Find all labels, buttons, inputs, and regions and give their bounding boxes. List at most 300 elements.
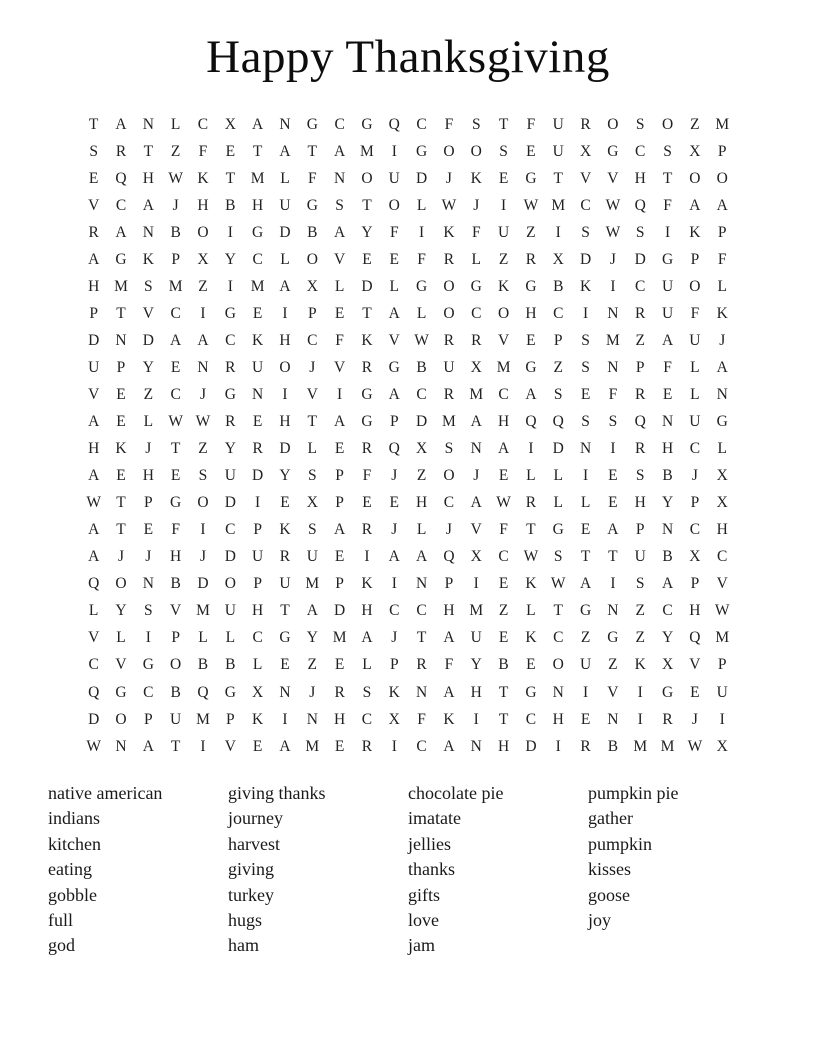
grid-cell: K [279,521,291,539]
grid-cell: I [664,223,671,241]
grid-cell: G [525,169,537,187]
grid-cell: I [227,277,233,295]
grid-cell: T [608,548,618,566]
grid-cell: U [689,331,701,349]
grid-cell: R [115,142,127,160]
grid-cell: W [86,494,101,512]
grid-cell: V [142,304,154,322]
grid-cell: V [716,575,728,593]
word-list-item: jellies [408,833,451,854]
grid-cell: F [389,223,399,241]
grid-cell: E [389,250,399,268]
grid-cell: V [334,250,346,268]
grid-cell: R [635,304,646,322]
grid-cell: E [334,656,345,674]
grid-cell: A [115,223,127,241]
grid-cell: G [416,277,428,295]
grid-cell: H [497,737,510,755]
grid-cell: F [307,169,317,187]
grid-cell: O [497,304,510,322]
grid-cell: A [88,413,100,431]
grid-cell: L [116,629,126,647]
grid-cell: F [499,521,508,539]
grid-cell: Z [198,277,208,295]
grid-cell: L [717,277,727,295]
grid-cell: P [389,656,399,674]
grid-cell: U [661,277,674,295]
grid-cell: X [716,494,728,512]
grid-cell: I [227,223,233,241]
grid-cell: O [279,358,291,376]
grid-cell: D [279,223,291,241]
grid-cell: T [116,494,126,512]
grid-cell: G [388,358,400,376]
grid-cell: I [555,223,561,241]
grid-cell: C [416,385,427,403]
grid-cell: E [334,304,345,322]
grid-cell: A [197,331,209,349]
word-list-item: goose [588,884,630,905]
grid-cell: M [606,331,620,349]
grid-cell: N [142,575,154,593]
grid-cell: M [715,115,730,133]
grid-cell: C [635,142,646,160]
grid-cell: M [469,602,484,620]
grid-cell: F [444,656,454,674]
grid-cell: I [200,304,206,322]
grid-cell: D [361,277,373,295]
grid-cell: S [553,385,563,403]
grid-cell: C [717,548,728,566]
grid-cell: Q [88,683,100,701]
grid-cell: K [525,575,537,593]
grid-cell: C [471,304,482,322]
word-list-item: love [408,910,439,931]
grid-cell: R [361,737,373,755]
grid-cell: R [525,250,537,268]
grid-cell: Y [661,629,674,647]
grid-cell: T [307,413,318,431]
grid-cell: V [607,169,619,187]
grid-cell: E [608,494,618,512]
grid-cell: E [170,467,181,485]
word-list-column [588,781,768,959]
grid-cell: V [497,331,510,349]
grid-cell: L [307,440,318,458]
grid-cell: U [279,196,291,214]
grid-cell: A [88,467,100,485]
grid-cell: E [389,494,399,512]
grid-cell: A [334,223,346,241]
grid-cell: L [198,629,208,647]
grid-cell: C [580,196,591,214]
grid-cell: G [224,683,236,701]
grid-cell: T [416,629,427,647]
grid-cell: M [496,358,511,376]
grid-cell: M [305,737,320,755]
grid-cell: Q [634,196,646,214]
grid-cell: U [170,710,182,728]
grid-cell: H [661,440,674,458]
grid-cell: O [115,710,127,728]
grid-cell: H [497,413,510,431]
grid-cell: G [552,521,564,539]
word-list-column [228,781,408,959]
grid-cell: C [416,737,427,755]
grid-cell: E [252,737,263,755]
grid-cell: X [579,142,592,160]
grid-cell: A [497,440,510,458]
grid-cell: N [579,440,592,458]
grid-cell: T [307,142,318,160]
grid-cell: E [334,548,345,566]
grid-cell: N [607,358,619,376]
grid-cell: P [553,331,563,349]
grid-cell: U [252,548,264,566]
grid-cell: Z [498,602,509,620]
grid-cell: I [610,277,616,295]
grid-cell: W [687,737,703,755]
grid-cell: G [716,413,728,431]
grid-cell: I [582,683,589,701]
grid-cell: I [255,494,261,512]
grid-row [80,111,736,138]
grid-cell: S [635,467,645,485]
grid-cell: O [689,277,701,295]
grid-cell: L [280,169,290,187]
grid-cell: L [389,277,399,295]
grid-cell: D [279,440,291,458]
grid-cell: P [144,710,153,728]
grid-cell: U [306,548,318,566]
grid-cell: L [334,277,345,295]
grid-cell: L [471,250,481,268]
grid-cell: T [225,169,236,187]
grid-cell: P [690,494,700,512]
grid-cell: G [416,142,428,160]
grid-cell: E [690,683,700,701]
grid-cell: A [525,385,537,403]
grid-cell: N [607,710,619,728]
grid-cell: H [88,277,100,295]
grid-cell: C [498,385,509,403]
grid-cell: V [224,737,236,755]
grid-cell: D [224,494,236,512]
grid-cell: P [144,494,153,512]
word-list-item: imatate [408,808,461,829]
grid-cell: I [555,737,561,755]
grid-cell: Z [498,250,509,268]
grid-cell: L [416,196,427,214]
word-search-grid [80,111,736,760]
grid-cell: G [306,196,318,214]
grid-cell: H [552,710,564,728]
grid-cell: O [170,656,182,674]
grid-cell: P [717,656,727,674]
grid-row [80,381,736,408]
grid-cell: G [470,277,482,295]
grid-row [80,598,736,625]
grid-cell: X [470,358,482,376]
grid-cell: L [580,494,591,512]
grid-cell: C [553,304,564,322]
grid-cell: F [417,710,426,728]
grid-cell: I [391,575,397,593]
grid-cell: V [170,602,182,620]
grid-cell: N [607,602,619,620]
grid-cell: K [443,710,455,728]
grid-cell: P [635,521,645,539]
grid-cell: E [526,142,536,160]
word-list-item: pumpkin [588,833,653,854]
grid-cell: M [114,277,128,295]
grid-cell: A [334,521,346,539]
grid-cell: G [525,277,537,295]
grid-cell: Y [661,494,674,512]
grid-cell: C [389,602,400,620]
grid-row [80,733,736,760]
grid-cell: A [579,575,592,593]
grid-cell: J [172,196,179,214]
grid-cell: K [115,440,127,458]
grid-cell: G [279,629,291,647]
grid-cell: Y [470,656,482,674]
grid-cell: V [306,385,318,403]
grid-cell: N [470,440,482,458]
grid-cell: S [635,115,645,133]
grid-cell: P [690,575,700,593]
grid-cell: M [332,629,347,647]
grid-cell: R [225,413,236,431]
grid-cell: S [553,548,563,566]
grid-cell: T [498,683,509,701]
word-list-item: gather [588,808,633,829]
grid-cell: N [279,683,291,701]
grid-cell: Z [307,656,318,674]
grid-cell: G [115,683,127,701]
grid-cell: C [689,440,701,458]
grid-cell: F [608,385,618,403]
grid-cell: G [115,250,127,268]
grid-cell: T [252,142,263,160]
grid-cell: D [416,413,428,431]
grid-cell: T [280,602,290,620]
grid-cell: O [443,142,455,160]
grid-cell: L [225,629,236,647]
grid-cell: Y [306,629,318,647]
grid-cell: J [391,467,398,485]
grid-cell: I [610,575,616,593]
grid-cell: U [443,358,455,376]
grid-cell: M [469,385,484,403]
grid-cell: C [170,385,181,403]
grid-cell: O [443,277,455,295]
grid-row [80,138,736,165]
grid-cell: A [607,521,619,539]
grid-cell: P [171,250,180,268]
word-list-item: full [48,910,73,931]
grid-cell: U [579,656,592,674]
grid-cell: K [197,169,209,187]
grid-cell: E [170,358,181,376]
grid-cell: M [360,142,374,160]
grid-cell: P [389,413,399,431]
grid-cell: S [635,223,645,241]
grid-cell: U [470,629,482,647]
grid-cell: K [361,575,373,593]
grid-cell: H [279,331,291,349]
grid-cell: O [470,142,482,160]
grid-cell: B [553,277,564,295]
grid-cell: V [579,169,592,187]
grid-cell: A [88,521,100,539]
grid-cell: O [443,304,455,322]
grid-cell: O [716,169,728,187]
grid-cell: H [470,683,482,701]
grid-cell: X [252,683,264,701]
grid-cell: V [115,656,127,674]
grid-cell: I [391,142,397,160]
grid-cell: R [635,385,646,403]
grid-cell: H [525,304,537,322]
grid-cell: K [388,683,400,701]
grid-cell: C [197,115,209,133]
grid-cell: A [388,304,400,322]
word-list-item: joy [588,910,612,931]
grid-cell: V [88,196,100,214]
grid-cell: G [525,358,537,376]
grid-cell: A [416,548,428,566]
grid-row [80,354,736,381]
grid-cell: I [582,304,589,322]
word-list-item: turkey [228,884,274,905]
grid-cell: E [225,142,236,160]
grid-cell: E [252,413,263,431]
grid-cell: F [335,331,344,349]
grid-cell: E [252,304,263,322]
grid-cell: U [634,548,646,566]
grid-cell: B [170,223,181,241]
word-list-column [48,781,228,959]
word-list [48,781,788,959]
word-list-item: ham [228,935,259,956]
grid-cell: V [388,331,400,349]
grid-cell: T [143,142,154,160]
grid-cell: E [143,521,154,539]
grid-cell: F [690,304,700,322]
grid-cell: H [142,169,154,187]
grid-cell: A [279,277,291,295]
grid-cell: E [116,413,126,431]
grid-cell: G [142,656,154,674]
grid-cell: D [334,602,346,620]
grid-cell: N [552,683,564,701]
grid-cell: I [610,440,616,458]
grid-cell: J [473,196,480,214]
grid-cell: U [224,467,236,485]
grid-cell: T [662,169,673,187]
grid-cell: R [88,223,99,241]
grid-cell: M [168,277,183,295]
grid-cell: N [142,115,154,133]
grid-cell: T [526,521,536,539]
grid-cell: Z [416,467,427,485]
grid-cell: X [306,494,318,512]
grid-cell: W [714,602,730,620]
grid-cell: W [496,494,511,512]
grid-cell: N [334,169,346,187]
word-list-item: kitchen [48,833,101,854]
grid-cell: K [634,656,646,674]
grid-cell: U [716,683,728,701]
grid-cell: A [716,358,728,376]
grid-cell: Q [388,115,400,133]
grid-row [80,436,736,463]
grid-cell: B [170,575,181,593]
grid-cell: L [690,385,700,403]
grid-cell: S [635,575,645,593]
grid-cell: B [662,467,673,485]
grid-cell: T [88,115,99,133]
grid-cell: U [88,358,100,376]
grid-cell: W [523,548,539,566]
grid-cell: W [86,737,101,755]
grid-cell: C [416,602,427,620]
grid-cell: A [443,683,455,701]
grid-cell: D [525,737,537,755]
grid-cell: M [250,169,265,187]
grid-cell: O [661,115,674,133]
grid-cell: C [307,331,318,349]
grid-cell: M [250,277,265,295]
grid-cell: E [498,169,509,187]
grid-cell: U [552,115,564,133]
grid-cell: G [607,629,619,647]
grid-cell: U [552,142,564,160]
grid-cell: L [416,304,427,322]
grid-cell: P [307,304,317,322]
grid-cell: K [443,223,455,241]
grid-cell: P [89,304,98,322]
grid-cell: X [661,656,674,674]
grid-cell: B [662,548,673,566]
grid-cell: K [716,304,728,322]
grid-cell: O [689,169,701,187]
grid-cell: E [334,737,345,755]
grid-cell: C [498,548,509,566]
grid-cell: A [279,142,291,160]
word-list-item: gifts [408,884,441,905]
grid-cell: V [689,656,701,674]
grid-cell: P [171,629,180,647]
grid-cell: R [443,250,455,268]
word-list-item: native american [48,783,163,803]
grid-cell: Q [552,413,564,431]
grid-cell: Z [635,629,645,647]
grid-cell: X [552,250,564,268]
grid-cell: W [605,196,621,214]
grid-cell: N [115,737,127,755]
grid-cell: P [690,250,700,268]
grid-cell: S [307,521,317,539]
grid-cell: C [662,602,673,620]
grid-cell: A [470,413,482,431]
grid-row [80,165,736,192]
grid-cell: U [388,169,400,187]
grid-cell: W [523,196,539,214]
grid-cell: A [661,575,674,593]
grid-cell: H [197,196,209,214]
